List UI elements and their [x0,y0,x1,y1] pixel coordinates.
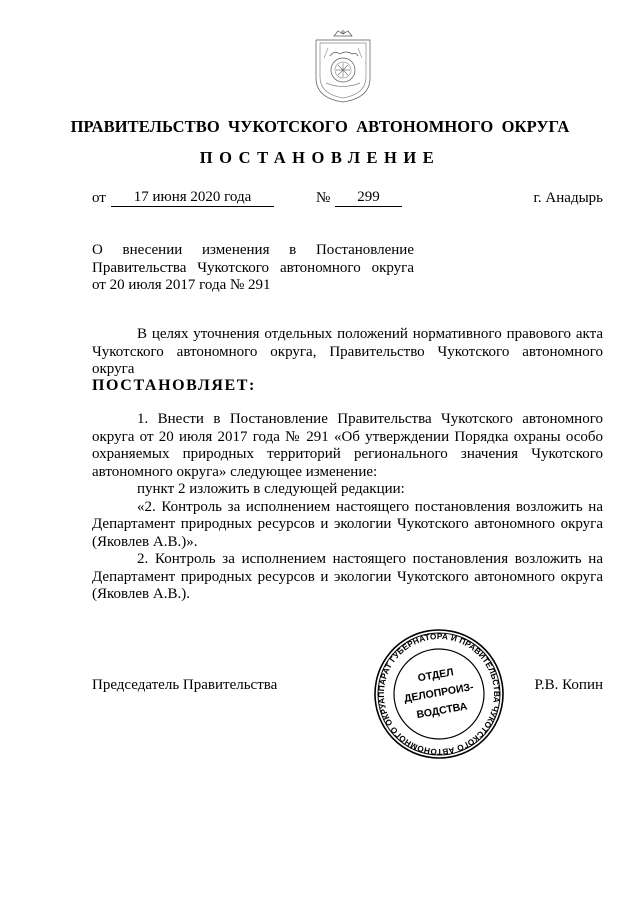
body-line: «2. Контроль за исполнением настоящего постановления возложить на [137,498,603,515]
body-line: 1. Внести в Постановление Правительства Чукотского автономного [137,411,603,427]
body-line: охраняемых природных территорий регионального значения Чукотского [92,446,603,462]
body-line: Департамент природных ресурсов и экологии Чукотского автономного округа [92,568,603,585]
resolution-body [92,411,603,604]
subject-line: от 20 июля 2017 года № 291 [92,277,271,293]
intro-line: В целях уточнения отдельных положений нормативного правового акта [137,326,603,342]
date-prefix: от [92,190,106,206]
body-line: 2. Контроль за исполнением настоящего постановления возложить на [137,551,603,567]
document-number: 299 [335,190,402,207]
body-line: (Яковлев А.В.)». [92,533,198,550]
document-type-title: ПОСТАНОВЛЕНИЕ [199,148,441,167]
official-stamp [373,628,505,760]
stamp-center-line: ОТДЕЛ [416,666,455,685]
government-title: ПРАВИТЕЛЬСТВО ЧУКОТСКОГО АВТОНОМНОГО ОКРУГА [70,117,570,136]
body-line: округа от 20 июля 2017 года № 291 «Об утверждении Порядка охраны особо [92,428,603,445]
body-line: Департамент природных ресурсов и экологии Чукотского автономного округа [92,516,603,532]
body-line: пункт 2 изложить в следующей редакции: [137,481,405,497]
stamp-center-line: ВОДСТВА [415,700,469,722]
body-line: автономного округа» следующее изменение: [92,463,378,480]
intro-line: Чукотского автономного округа, Правительство Чукотского автономного округа [92,343,603,377]
document-city: г. Анадырь [533,190,603,206]
body-line: (Яковлев А.В.). [92,586,190,602]
resolves-heading: ПОСТАНОВЛЯЕТ: [92,377,256,394]
coat-of-arms-icon [312,28,374,104]
number-prefix: № [316,190,331,206]
stamp-ring-text: АППАРАТ ГУБЕРНАТОРА И ПРАВИТЕЛЬСТВА ЧУКОТСКОГО АВТОНОМНОГО ОКРУГА [376,631,502,757]
stamp-center-line: ДЕЛОПРОИЗ- [403,681,475,706]
subject-line: О внесении изменения в Постановление [92,242,414,258]
document-subject [92,242,414,295]
signatory-role: Председатель Правительства [92,677,278,693]
signatory-name: Р.В. Копин [534,677,603,693]
intro-paragraph [92,326,603,379]
subject-line: Правительства Чукотского автономного округа [92,259,414,276]
document-date: 17 июня 2020 года [111,190,274,207]
